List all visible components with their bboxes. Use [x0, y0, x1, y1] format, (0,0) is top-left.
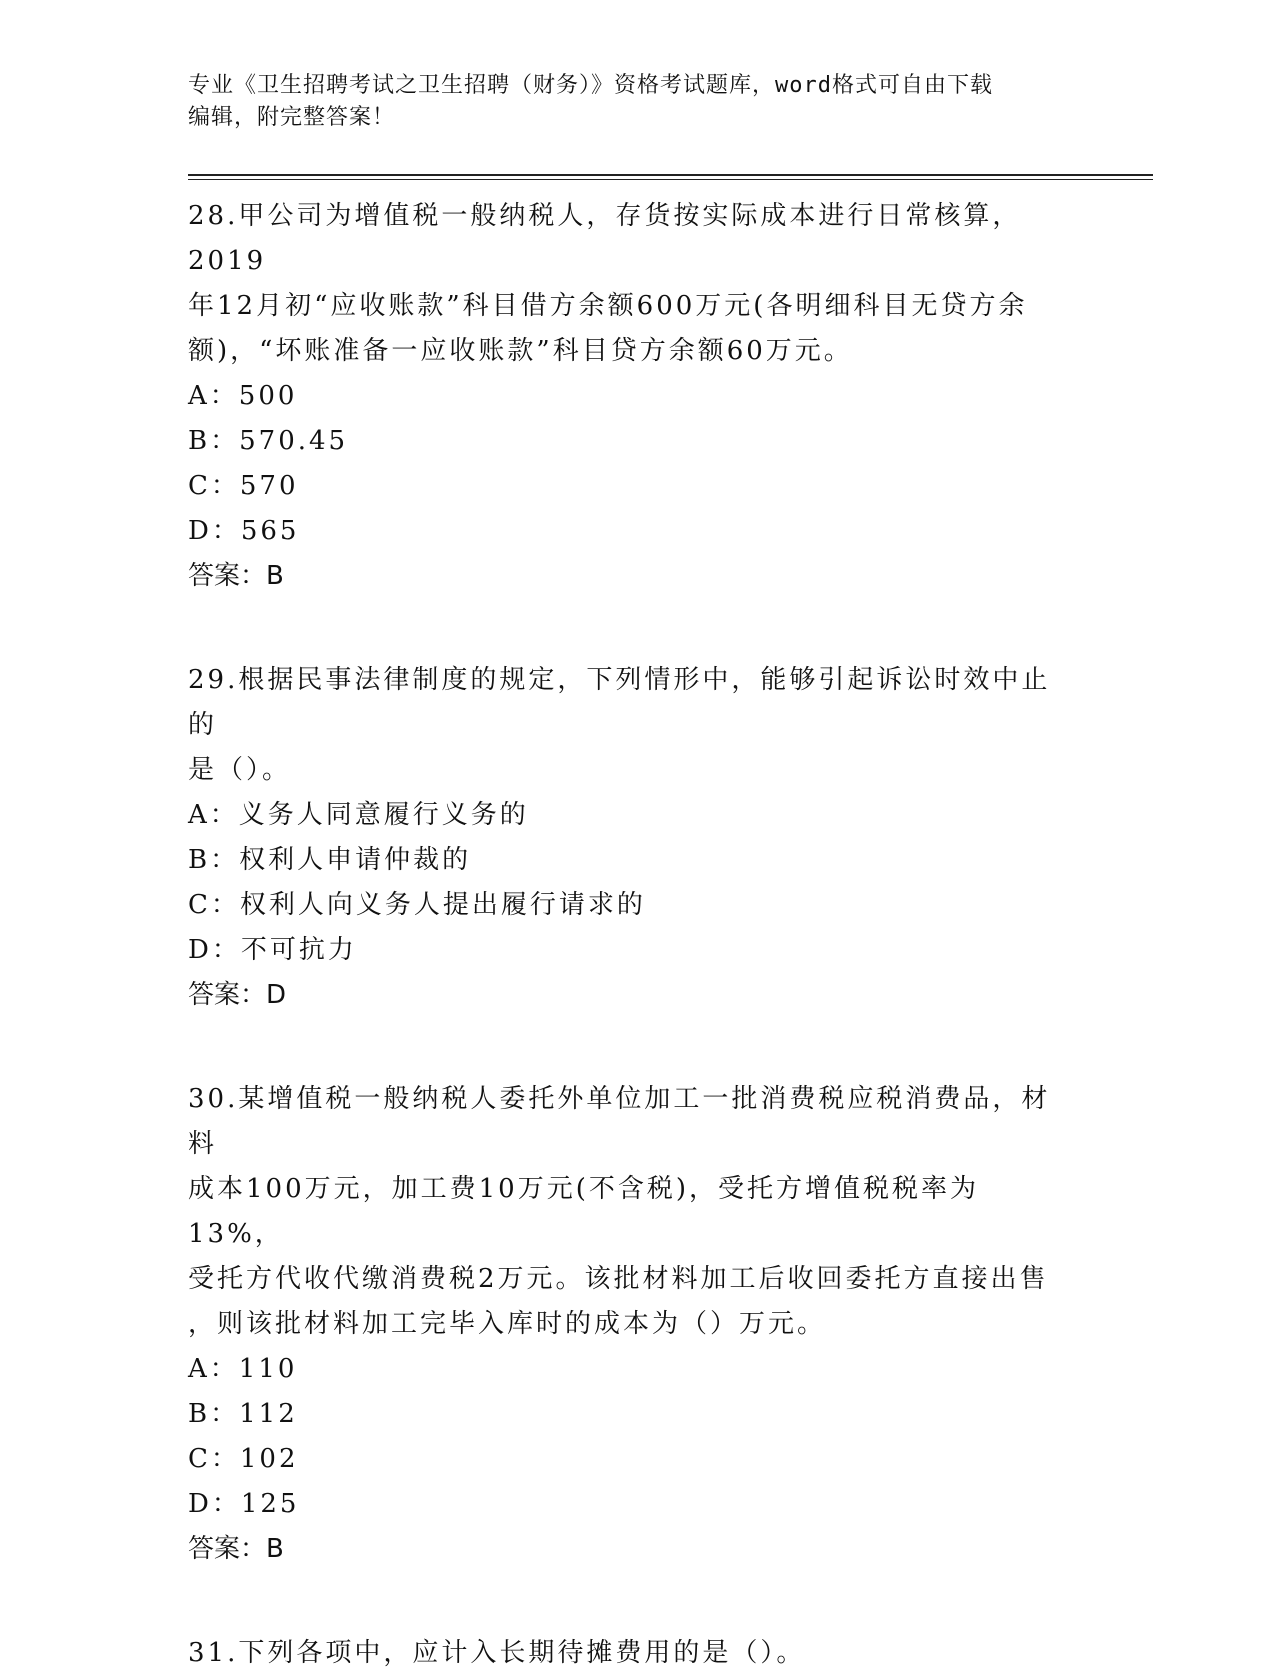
spacer — [188, 599, 1148, 644]
option-c: C：102 — [188, 1444, 299, 1474]
header-line: 专业《卫生招聘考试之卫生招聘（财务）》资格考试题库，word格式可自由下载 — [188, 73, 993, 98]
answer: 答案：B — [188, 1534, 284, 1564]
stem-line: 是（）。 — [188, 755, 292, 785]
option-c: C：570 — [188, 471, 299, 501]
stem-line: 31.下列各项中，应计入长期待摊费用的是（）。 — [188, 1638, 806, 1668]
answer: 答案：D — [188, 980, 287, 1010]
option-b: B：570.45 — [188, 426, 349, 456]
option-d: D：125 — [188, 1489, 300, 1519]
option-d: D：不可抗力 — [188, 935, 357, 965]
spacer — [188, 1572, 1148, 1617]
document-page — [188, 70, 1148, 1676]
option-a: A：义务人同意履行义务的 — [188, 800, 529, 830]
header-line: 编辑，附完整答案！ — [188, 105, 396, 130]
option-a: A：500 — [188, 381, 298, 411]
stem-line: 30.某增值税一般纳税人委托外单位加工一批消费税应税消费品，材料 — [188, 1084, 1051, 1159]
stem-line: 年12月初“应收账款”科目借方余额600万元(各明细科目无贷方余 — [188, 291, 1028, 321]
stem-line: 29.根据民事法律制度的规定，下列情形中，能够引起诉讼时效中止的 — [188, 665, 1051, 740]
option-b: B：112 — [188, 1399, 298, 1429]
stem-line: 28.甲公司为增值税一般纳税人，存货按实际成本进行日常核算，2019 — [188, 201, 1022, 276]
answer: 答案：B — [188, 561, 284, 591]
stem-line: 额)，“坏账准备一应收账款”科目贷方余额60万元。 — [188, 336, 853, 366]
question-stem — [188, 1077, 1068, 1347]
option-a: A：110 — [188, 1354, 298, 1384]
option-d: D：565 — [188, 516, 300, 546]
stem-line: 受托方代收代缴消费税2万元。该批材料加工后收回委托方直接出售 — [188, 1264, 1049, 1294]
question-30 — [188, 1077, 1148, 1572]
question-28 — [188, 194, 1148, 599]
question-stem — [188, 1631, 1068, 1676]
option-c: C：权利人向义务人提出履行请求的 — [188, 890, 646, 920]
spacer — [188, 1018, 1148, 1063]
stem-line: ，则该批材料加工完毕入库时的成本为（）万元。 — [188, 1309, 827, 1339]
stem-line: 成本100万元，加工费10万元(不含税)，受托方增值税税率为13%， — [188, 1174, 979, 1249]
header-divider — [188, 174, 1153, 180]
option-b: B：权利人申请仲裁的 — [188, 845, 472, 875]
document-header — [188, 70, 1068, 134]
question-29 — [188, 658, 1148, 1018]
question-stem — [188, 658, 1068, 793]
question-31 — [188, 1631, 1148, 1676]
question-stem — [188, 194, 1068, 374]
